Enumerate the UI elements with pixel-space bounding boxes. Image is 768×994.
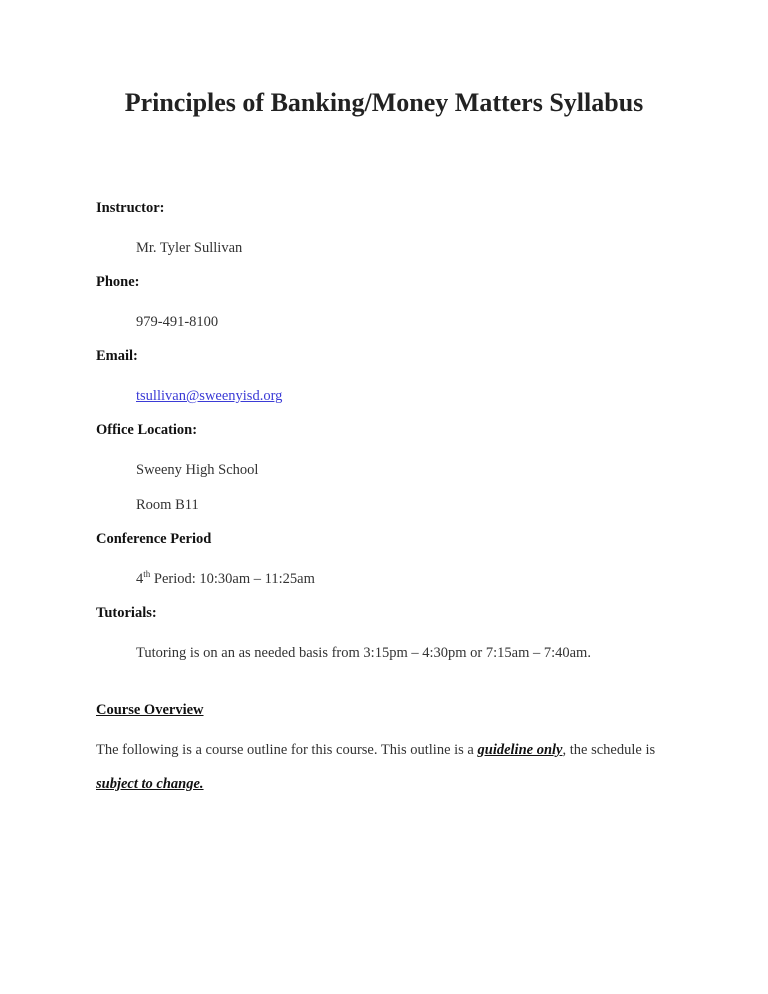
phone-label: Phone: <box>96 274 140 290</box>
conference-period-label: Conference Period <box>96 531 212 547</box>
subject-to-change-emphasis: subject to change. <box>96 776 204 792</box>
conference-period-value <box>136 571 315 588</box>
email-label: Email: <box>96 348 138 364</box>
tutorials-label: Tutorials: <box>96 605 157 621</box>
instructor-label: Instructor: <box>96 200 165 216</box>
office-room: Room B11 <box>136 497 199 513</box>
phone-value: 979-491-8100 <box>136 314 219 330</box>
overview-text-1: The following is a course outline for this course. This outline is a <box>96 742 478 758</box>
course-overview-paragraph-line1 <box>96 742 655 759</box>
period-ordinal: th <box>143 569 151 580</box>
overview-text-2: , the schedule is <box>562 742 656 758</box>
office-building: Sweeny High School <box>136 462 259 478</box>
guideline-only-emphasis: guideline only <box>477 742 563 758</box>
tutorials-value: Tutoring is on an as needed basis from 3:15pm – 4:30pm or 7:15am – 7:40am. <box>136 645 591 661</box>
email-link[interactable]: tsullivan@sweenyisd.org <box>136 388 283 404</box>
course-overview-paragraph-line2 <box>96 776 204 793</box>
document-title: Principles of Banking/Money Matters Syllabus <box>124 88 644 117</box>
instructor-name: Mr. Tyler Sullivan <box>136 240 243 256</box>
period-time: Period: 10:30am – 11:25am <box>150 571 315 587</box>
period-number: 4 <box>136 571 144 587</box>
office-location-label: Office Location: <box>96 422 198 438</box>
course-overview-heading: Course Overview <box>96 702 204 718</box>
